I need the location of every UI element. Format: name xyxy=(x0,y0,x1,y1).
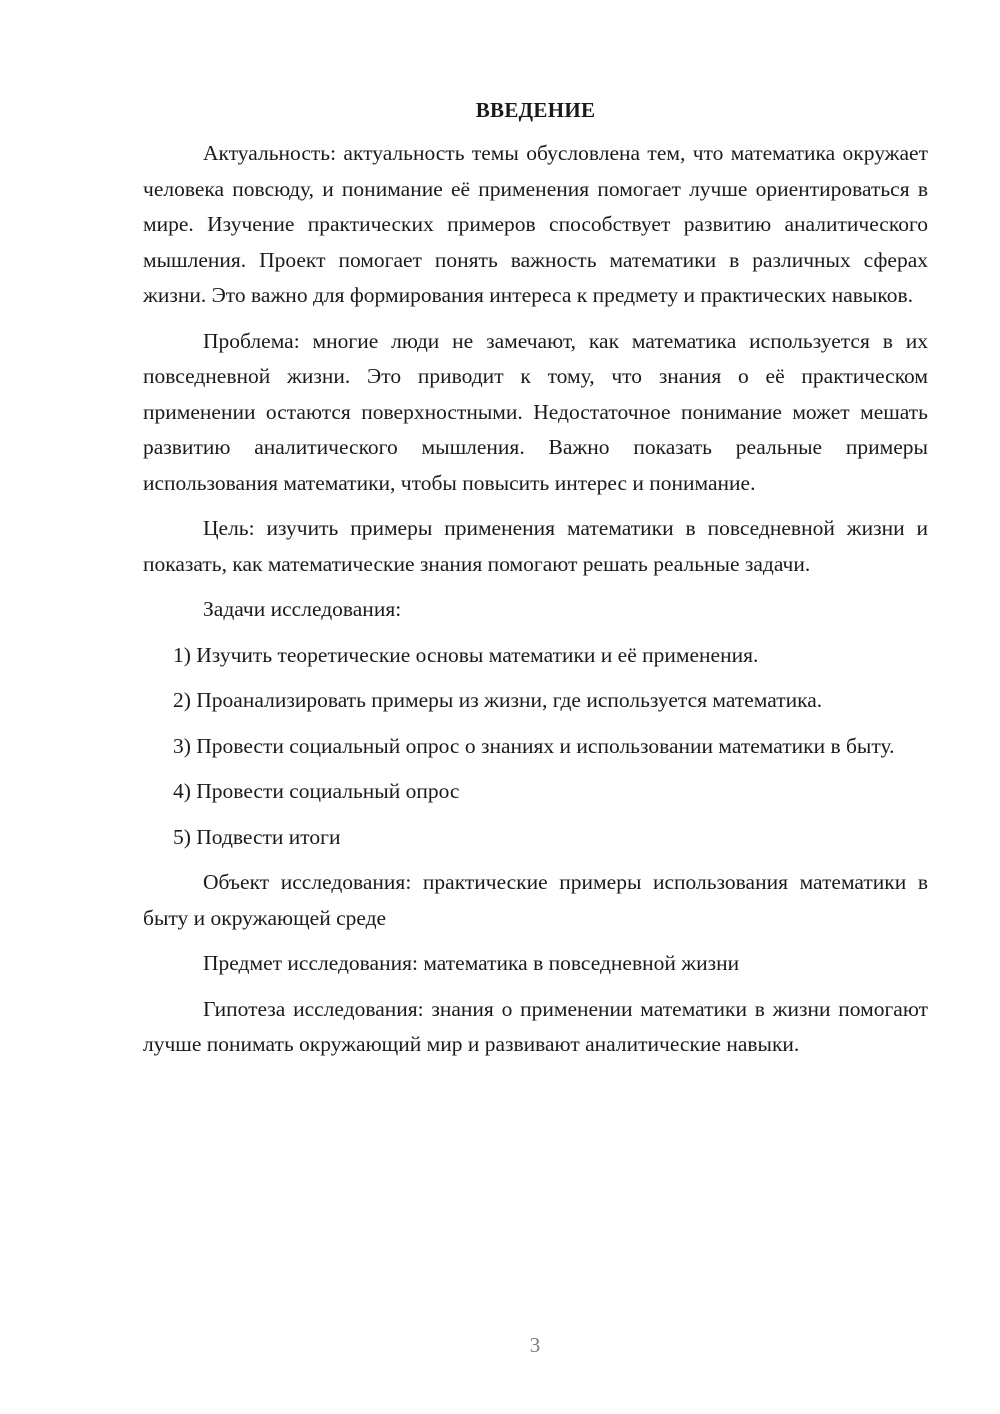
object-paragraph: Объект исследования: практические примеры использования математики в быту и окружающей среде xyxy=(143,870,928,930)
document-page xyxy=(143,92,928,1063)
page-number: 3 xyxy=(529,1333,541,1357)
problem-paragraph: Проблема: многие люди не замечают, как математика используется в их повседневной жизни. Это приводит к тому, что знания о её практическом применении остаются поверхностными. Недостаточное понимание может мешать развитию аналитического мышления. Важно показать реальные примеры использования математики, чтобы повысить интерес и понимание. xyxy=(143,328,928,495)
task-item-2: 2) Проанализировать примеры из жизни, где используется математика. xyxy=(173,688,823,712)
task-item-1: 1) Изучить теоретические основы математики и её применения. xyxy=(173,642,759,667)
goal-paragraph: Цель: изучить примеры применения математики в повседневной жизни и показать, как математические знания помогают решать реальные задачи. xyxy=(143,516,928,576)
task-item-5: 5) Подвести итоги xyxy=(173,824,341,849)
hypothesis-paragraph: Гипотеза исследования: знания о применении математики в жизни помогают лучше понимать окружающий мир и развивают аналитические навыки. xyxy=(143,996,928,1056)
task-item-3: 3) Провести социальный опрос о знаниях и использовании математики в быту. xyxy=(173,733,895,758)
subject-paragraph: Предмет исследования: математика в повседневной жизни xyxy=(203,951,740,975)
task-item-4: 4) Провести социальный опрос xyxy=(173,779,460,803)
relevance-paragraph: Актуальность: актуальность темы обусловлена тем, что математика окружает человека повсюду, и понимание её применения помогает лучше ориентироваться в мире. Изучение практических примеров способствует развитию аналитического мышления. Проект помогает понять важность математики в различных сферах жизни. Это важно для формирования интереса к предмету и практических навыков. xyxy=(143,141,928,307)
page-title: ВВЕДЕНИЕ xyxy=(475,98,596,122)
tasks-title: Задачи исследования: xyxy=(203,597,402,621)
